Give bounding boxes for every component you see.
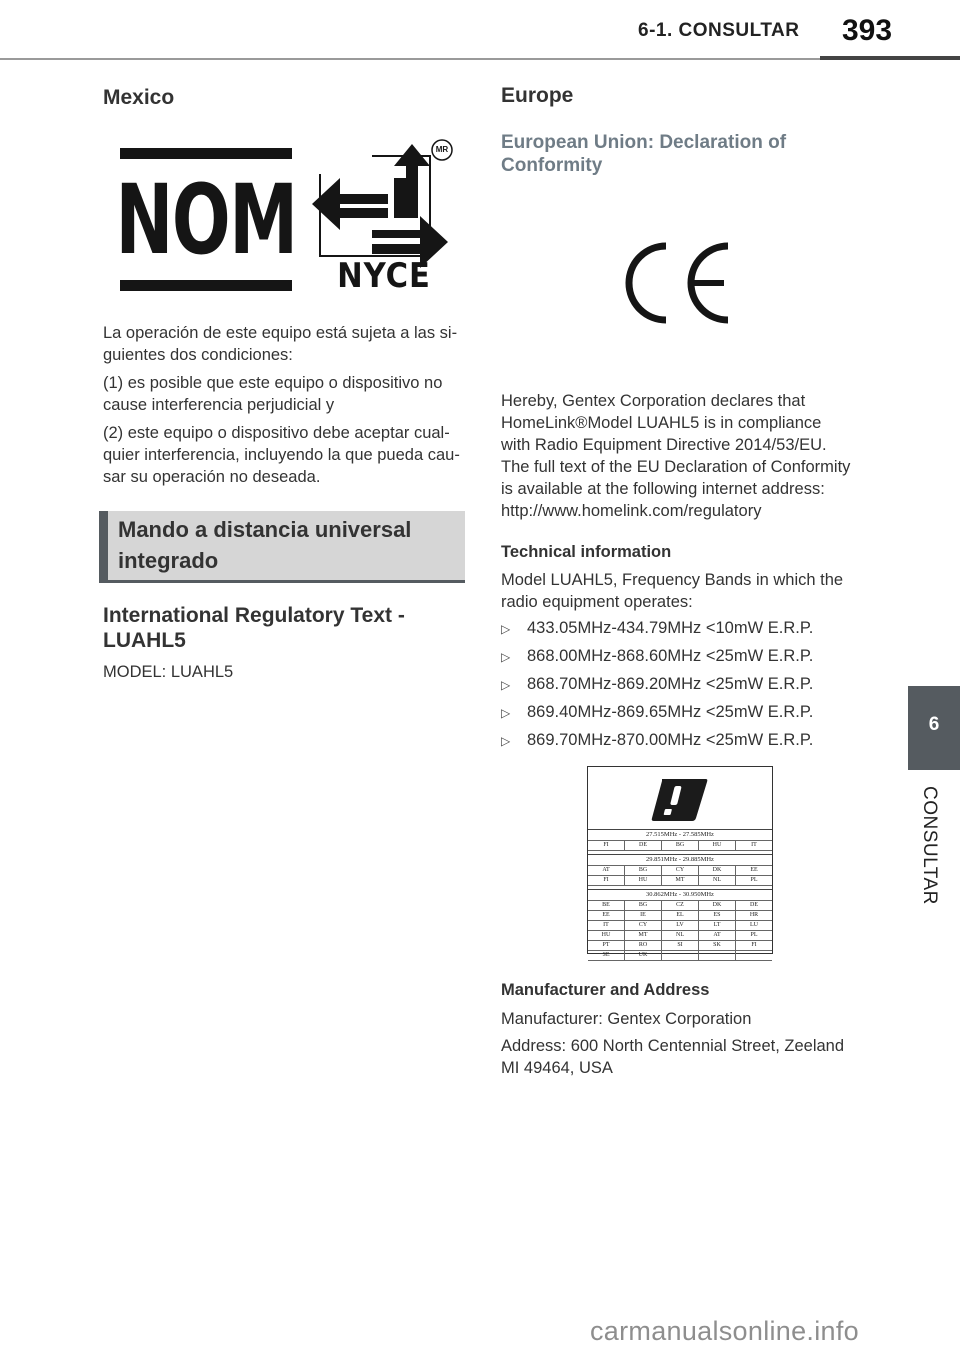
restriction-table-row [588,876,772,886]
technical-info-line: Model LUAHL5, Frequency Bands in which the [501,571,844,589]
frequency-band-text: 868.70MHz-869.20MHz <25mW E.R.P. [527,675,814,693]
section-box-underline [99,580,465,583]
frequency-band-text: 433.05MHz-434.79MHz <10mW E.R.P. [527,619,814,637]
technical-info-line: radio equipment operates: [501,593,693,611]
bullet-icon: ▷ [501,650,511,664]
nom-logo-top-bar [120,148,292,159]
section-box-accent [99,511,108,583]
country-code-cell: HR [735,911,772,920]
restriction-table-row [588,931,772,941]
country-code-cell: DK [698,866,735,875]
country-code-cell: PL [735,931,772,940]
country-code-cell: FI [735,941,772,950]
page-number: 393 [842,14,893,47]
frequency-band-item [501,731,861,759]
declaration-url[interactable]: http://www.homelink.com/regulatory [501,502,762,520]
country-code-cell: LV [661,921,698,930]
country-code-cell: EE [602,912,610,918]
country-code-cell: HU [624,876,661,885]
country-code-cell: IT [603,922,609,928]
country-code-cell: DE [624,841,661,850]
country-code-cell: BG [624,866,661,875]
frequency-band-text: 869.70MHz-870.00MHz <25mW E.R.P. [527,731,814,749]
country-code-cell: RO [624,941,661,950]
address-line: MI 49464, USA [501,1059,613,1077]
restriction-table-row [588,866,772,876]
country-code-cell: FI [603,877,609,883]
nom-logo-text: NOM [115,164,297,276]
country-code-cell: MT [661,876,698,885]
europe-heading: Europe [501,84,574,107]
declaration-line: is available at the following internet address: [501,480,825,498]
restriction-table-row [588,921,772,931]
country-code-cell: LT [698,921,735,930]
section-box-title: Mando a distancia universal integrado [118,517,412,573]
manufacturer-text: Manufacturer: Gentex Corporation [501,1010,752,1028]
country-code-cell: PL [735,876,772,885]
restriction-icon-area [588,767,772,829]
declaration-line: with Radio Equipment Directive 2014/53/EU. [501,436,827,454]
country-code-cell: AT [602,867,610,873]
nom-logo-bottom-bar [120,280,292,291]
manufacturer-heading: Manufacturer and Address [501,981,710,999]
country-code-cell: IE [624,911,661,920]
ce-mark-graphic [622,240,734,326]
nyce-logo [312,138,454,294]
country-code-cell: LU [735,921,772,930]
section-header: 6-1. CONSULTAR [638,20,800,41]
bullet-icon: ▷ [501,622,511,636]
frequency-band-text: 869.40MHz-869.65MHz <25mW E.R.P. [527,703,814,721]
intl-regulatory-heading: International Regulatory Text - LUAHL5 [103,604,405,652]
country-code-cell: IT [735,841,772,850]
mexico-condition-1: (1) es posible que este equipo o dispositivo no cause interferencia perjudicial y [103,374,443,414]
header-rule-accent [820,56,960,60]
country-code-cell: SI [661,941,698,950]
frequency-band-item [501,703,861,731]
bullet-icon: ▷ [501,678,511,692]
country-code-cell: DK [698,901,735,910]
chapter-tab-label: CONSULTAR [919,786,940,905]
frequency-band-text: 868.00MHz-868.60MHz <25mW E.R.P. [527,647,814,665]
country-code-cell: CY [624,921,661,930]
chapter-tab-number: 6 [928,714,940,735]
alert-exclamation-icon [650,777,710,823]
restriction-band-range: 30.862MHz - 30.950MHz [588,889,772,901]
declaration-line: The full text of the EU Declaration of Conformity [501,458,851,476]
country-code-cell: HU [601,932,611,938]
frequency-band-item [501,675,861,703]
country-code-cell: EE [735,866,772,875]
country-code-cell: ES [698,911,735,920]
declaration-line: Hereby, Gentex Corporation declares that [501,392,806,410]
header-rule [0,58,960,60]
country-code-cell [735,951,772,960]
country-code-cell [661,951,698,960]
restriction-table-body [588,829,772,961]
country-code-cell: BG [661,841,698,850]
country-code-cell: CY [661,866,698,875]
restriction-band-range: 29.851MHz - 29.885MHz [588,854,772,866]
declaration-text [501,390,861,522]
address-line: Address: 600 North Centennial Street, Zeeland [501,1037,845,1055]
nyce-logo-text: NYCE [337,256,431,296]
country-restriction-table [587,766,773,958]
country-code-cell: CZ [661,901,698,910]
restriction-band-range: 27.515MHz - 27.585MHz [588,829,772,841]
eu-declaration-heading: European Union: Declaration of Conformity [501,132,787,176]
restriction-table-row [588,911,772,921]
country-code-cell: EL [661,911,698,920]
country-code-cell: MT [624,931,661,940]
ce-mark-logo [622,240,734,326]
technical-info-heading: Technical information [501,543,672,561]
country-code-cell: SK [698,941,735,950]
restriction-table-row [588,941,772,951]
nyce-registered-mark: MR [435,145,449,154]
bullet-icon: ▷ [501,734,511,748]
model-text: MODEL: LUAHL5 [103,663,234,681]
country-code-cell: UK [624,951,661,960]
footer-watermark: carmanualsonline.info [590,1316,859,1346]
country-code-cell: HU [698,841,735,850]
country-code-cell: NL [661,931,698,940]
country-code-cell: AT [698,931,735,940]
country-code-cell: SE [602,952,610,958]
country-code-cell: DE [735,901,772,910]
frequency-band-item [501,619,861,647]
restriction-table-row [588,901,772,911]
country-code-cell [698,951,735,960]
mexico-condition-2: (2) este equipo o dispositivo debe aceptar cual- quier interferencia, incluyendo la que pueda cau- sar su operación no deseada. [103,424,460,486]
mexico-conditions-intro: La operación de este equipo está sujeta a las si- guientes dos condiciones: [103,324,458,364]
bullet-icon: ▷ [501,706,511,720]
country-code-cell: BE [602,902,610,908]
mexico-heading: Mexico [103,86,175,109]
country-code-cell: NL [698,876,735,885]
declaration-line: HomeLink®Model LUAHL5 is in compliance [501,414,822,432]
country-code-cell: PT [602,942,610,948]
technical-info-text [501,569,861,613]
restriction-table-row [588,841,772,851]
restriction-table-row [588,951,772,961]
frequency-band-list [501,619,861,759]
nom-logo [115,144,297,290]
country-code-cell: BG [624,901,661,910]
frequency-band-item [501,647,861,675]
country-code-cell: FI [603,842,609,848]
address-text [501,1035,861,1079]
